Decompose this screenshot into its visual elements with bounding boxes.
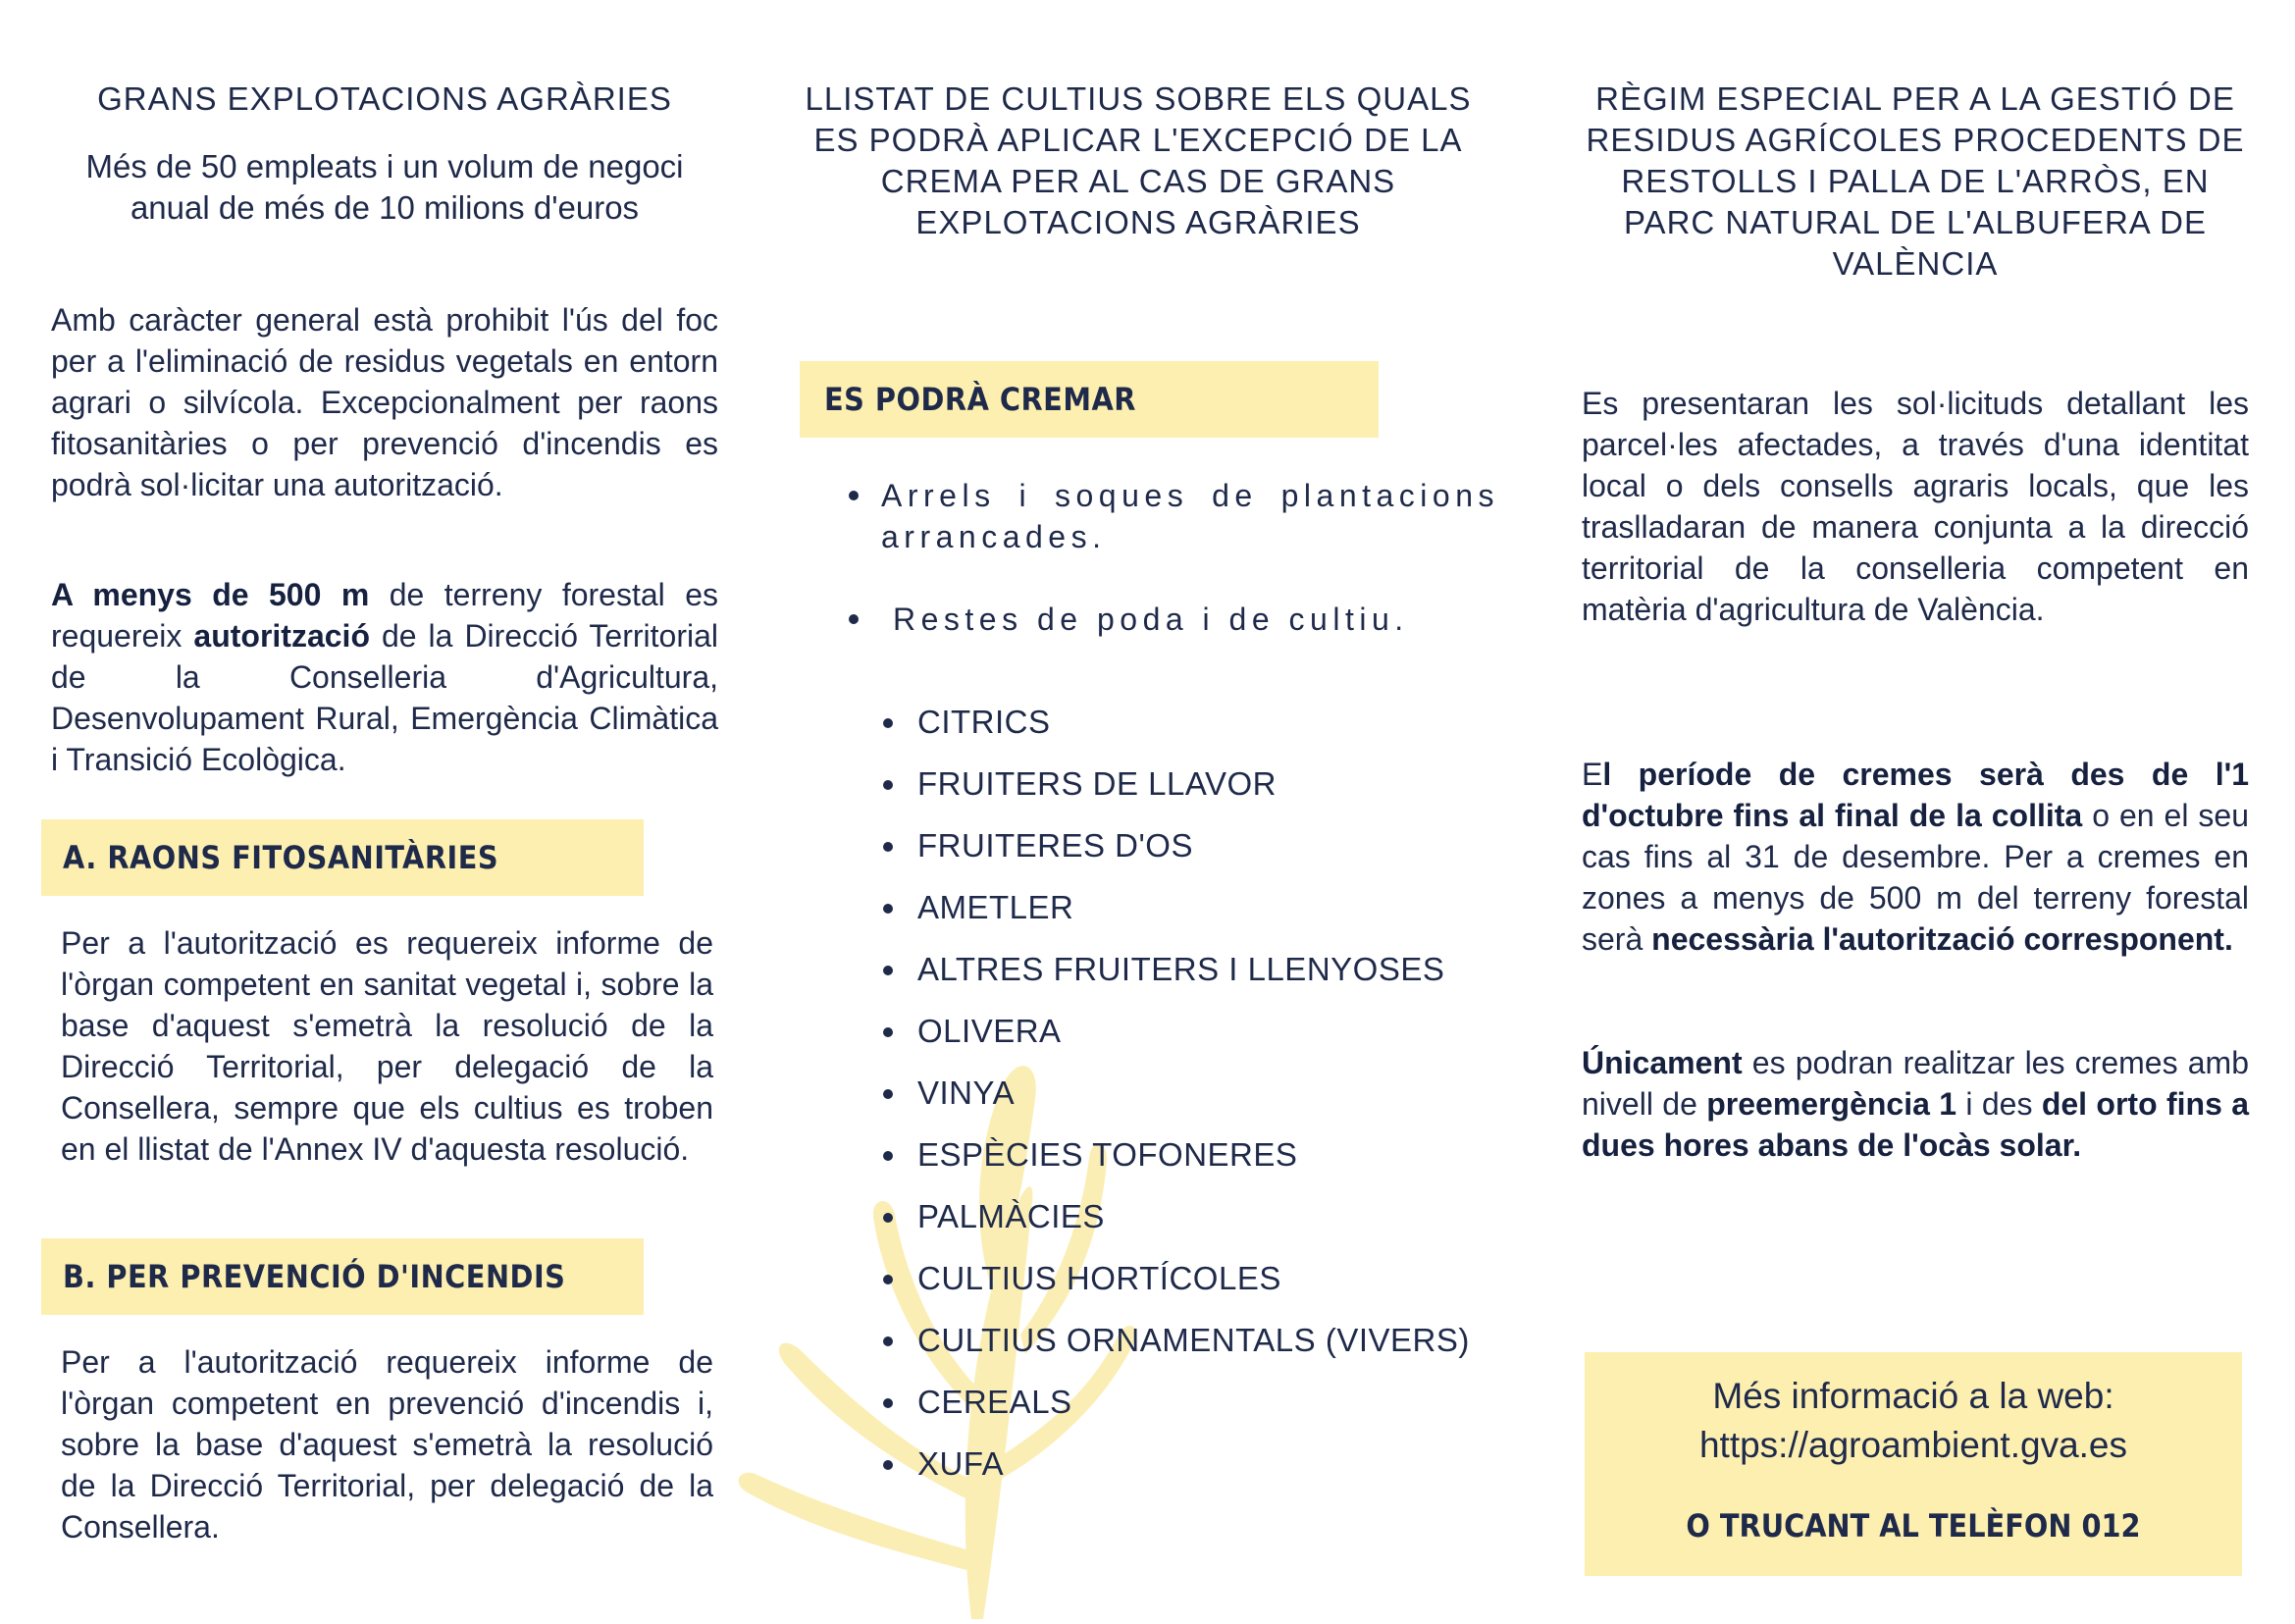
bullet	[883, 966, 893, 975]
bullet	[883, 1460, 893, 1470]
burn-period-paragraph: El període de cremes serà des de l'1 d'octubre fins al final de la collita o en el seu cas fins al 31 de desembre. Per a cremes en zones a menys de 500 m del terreny forestal serà necessària l'autorització corresponent.	[1582, 757, 2250, 957]
bullet	[883, 904, 893, 914]
crop-item: PALMÀCIES	[917, 1198, 1105, 1234]
albufera-title: RÈGIM ESPECIAL PER A LA GESTIÓ DE RESIDUS AGRÍCOLES PROCEDENTS DE RESTOLLS I PALLA DE L'ARRÒS, EN PARC NATURAL DE L'ALBUFERA DE VALÈNCIA	[1586, 80, 2245, 282]
more-info-label: Més informació a la web:	[1712, 1376, 2114, 1416]
bullet	[883, 1213, 893, 1223]
burn-item-pruning: Restes de poda i de cultiu.	[893, 602, 1409, 637]
permit-paragraph: A menys de 500 m de terreny forestal es requereix autorització de la Direcció Territorial de la Conselleria d'Agricultura, Desenvolupament Rural, Emergència Climàtica i Transició Ecològica.	[51, 577, 719, 777]
bullet	[883, 842, 893, 852]
authorization-needed-emphasis: necessària l'autorització corresponent.	[1651, 921, 2233, 957]
only-emphasis: Únicament	[1582, 1045, 1743, 1080]
burn-banner	[800, 361, 1379, 438]
bullet	[883, 1398, 893, 1408]
crop-list-title: LLISTAT DE CULTIUS SOBRE ELS QUALS ES PODRÀ APLICAR L'EXCEPCIÓ DE LA CREMA PER AL CAS DE GRANS EXPLOTACIONS AGRÀRIES	[805, 80, 1472, 240]
crop-item: VINYA	[917, 1074, 1016, 1111]
section-a-text: Per a l'autorització es requereix informe de l'òrgan competent en sanitat vegetal i, sobre la base d'aquest s'emetrà la resolució de la Direcció Territorial, per delegació de la Consellera, sempre que els cultius es troben en el llistat de l'Annex IV d'aquesta resolució.	[61, 925, 713, 1167]
column-large-farms	[51, 0, 718, 1624]
crop-item: AMETLER	[917, 889, 1074, 925]
large-farms-subtitle-line2: anual de més de 10 milions d'euros	[130, 189, 640, 226]
authorization-emphasis: autorització	[193, 618, 370, 654]
bullet	[883, 780, 893, 790]
crop-item: CITRICS	[917, 704, 1051, 740]
bullet	[883, 1027, 893, 1037]
bullet	[849, 491, 859, 500]
section-b-text: Per a l'autorització requereix informe de l'òrgan competent en prevenció d'incendis i, sobre la base d'aquest s'emetrà la resolució de la Direcció Territorial, per delegació de la Consellera.	[61, 1344, 713, 1545]
crop-item: FRUITERES D'OS	[917, 827, 1193, 864]
bullet	[883, 718, 893, 728]
crop-item: CULTIUS ORNAMENTALS (VIVERS)	[917, 1322, 1470, 1358]
large-farms-title: GRANS EXPLOTACIONS AGRÀRIES	[97, 80, 672, 117]
intro-paragraph: Amb caràcter general està prohibit l'ús del foc per a l'eliminació de residus vegetals en entorn agrari o silvícola. Excepcionalment per raons fitosanitàries o per prevenció d'incendis es podrà sol·licitar una autorització.	[51, 302, 718, 502]
section-b-title: B. PER PREVENCIÓ D'INCENDIS	[63, 1258, 566, 1295]
section-a-banner	[41, 819, 644, 896]
conditions-paragraph: Únicament es podran realitzar les cremes amb nivell de preemergència 1 i des del orto fins a dues hores abans de l'ocàs solar.	[1582, 1045, 2250, 1163]
bullet	[849, 614, 859, 624]
distance-emphasis: A menys de 500 m	[51, 577, 370, 612]
crop-item: OLIVERA	[917, 1013, 1062, 1049]
burn-item-roots: Arrels i soques de plantacions arrancades.	[881, 478, 1499, 554]
crop-item: ALTRES FRUITERS I LLENYOSES	[917, 951, 1445, 987]
large-farms-subtitle-line1: Més de 50 empleats i un volum de negoci	[85, 148, 684, 184]
website-link[interactable]: https://agroambient.gva.es	[1698, 1425, 2128, 1465]
section-b-banner	[41, 1238, 644, 1315]
applications-paragraph: Es presentaran les sol·licituds detallant les parcel·les afectades, a través d'una identitat local o dels consells agraris locals, que les traslladaran de manera conjunta a la direcció territorial de la conselleria competent en matèria d'agricultura de València.	[1582, 386, 2249, 627]
crop-item: CULTIUS HORTÍCOLES	[917, 1260, 1281, 1296]
crop-item: FRUITERS DE LLAVOR	[917, 765, 1277, 802]
crop-item: ESPÈCIES TOFONERES	[917, 1136, 1298, 1173]
bullet	[883, 1275, 893, 1284]
bullet	[883, 1089, 893, 1099]
preemergency-emphasis: preemergència 1	[1706, 1086, 1957, 1122]
time-window-emphasis: del orto fins a dues hores abans de l'ocàs solar.	[1582, 1086, 2250, 1163]
section-a-title: A. RAONS FITOSANITÀRIES	[63, 839, 499, 876]
burn-banner-title: ES PODRÀ CREMAR	[824, 381, 1136, 418]
more-info-box	[1585, 1352, 2242, 1576]
bullet	[883, 1336, 893, 1346]
crop-item: XUFA	[917, 1445, 1005, 1482]
crop-item: CEREALS	[917, 1384, 1072, 1420]
column-crop-list	[785, 0, 1511, 1624]
bullet	[883, 1151, 893, 1161]
phone-contact: O TRUCANT AL TELÈFON 012	[1686, 1507, 2141, 1545]
burn-period-emphasis: l període de cremes serà des de l'1 d'octubre fins al final de la collita	[1582, 757, 2249, 833]
